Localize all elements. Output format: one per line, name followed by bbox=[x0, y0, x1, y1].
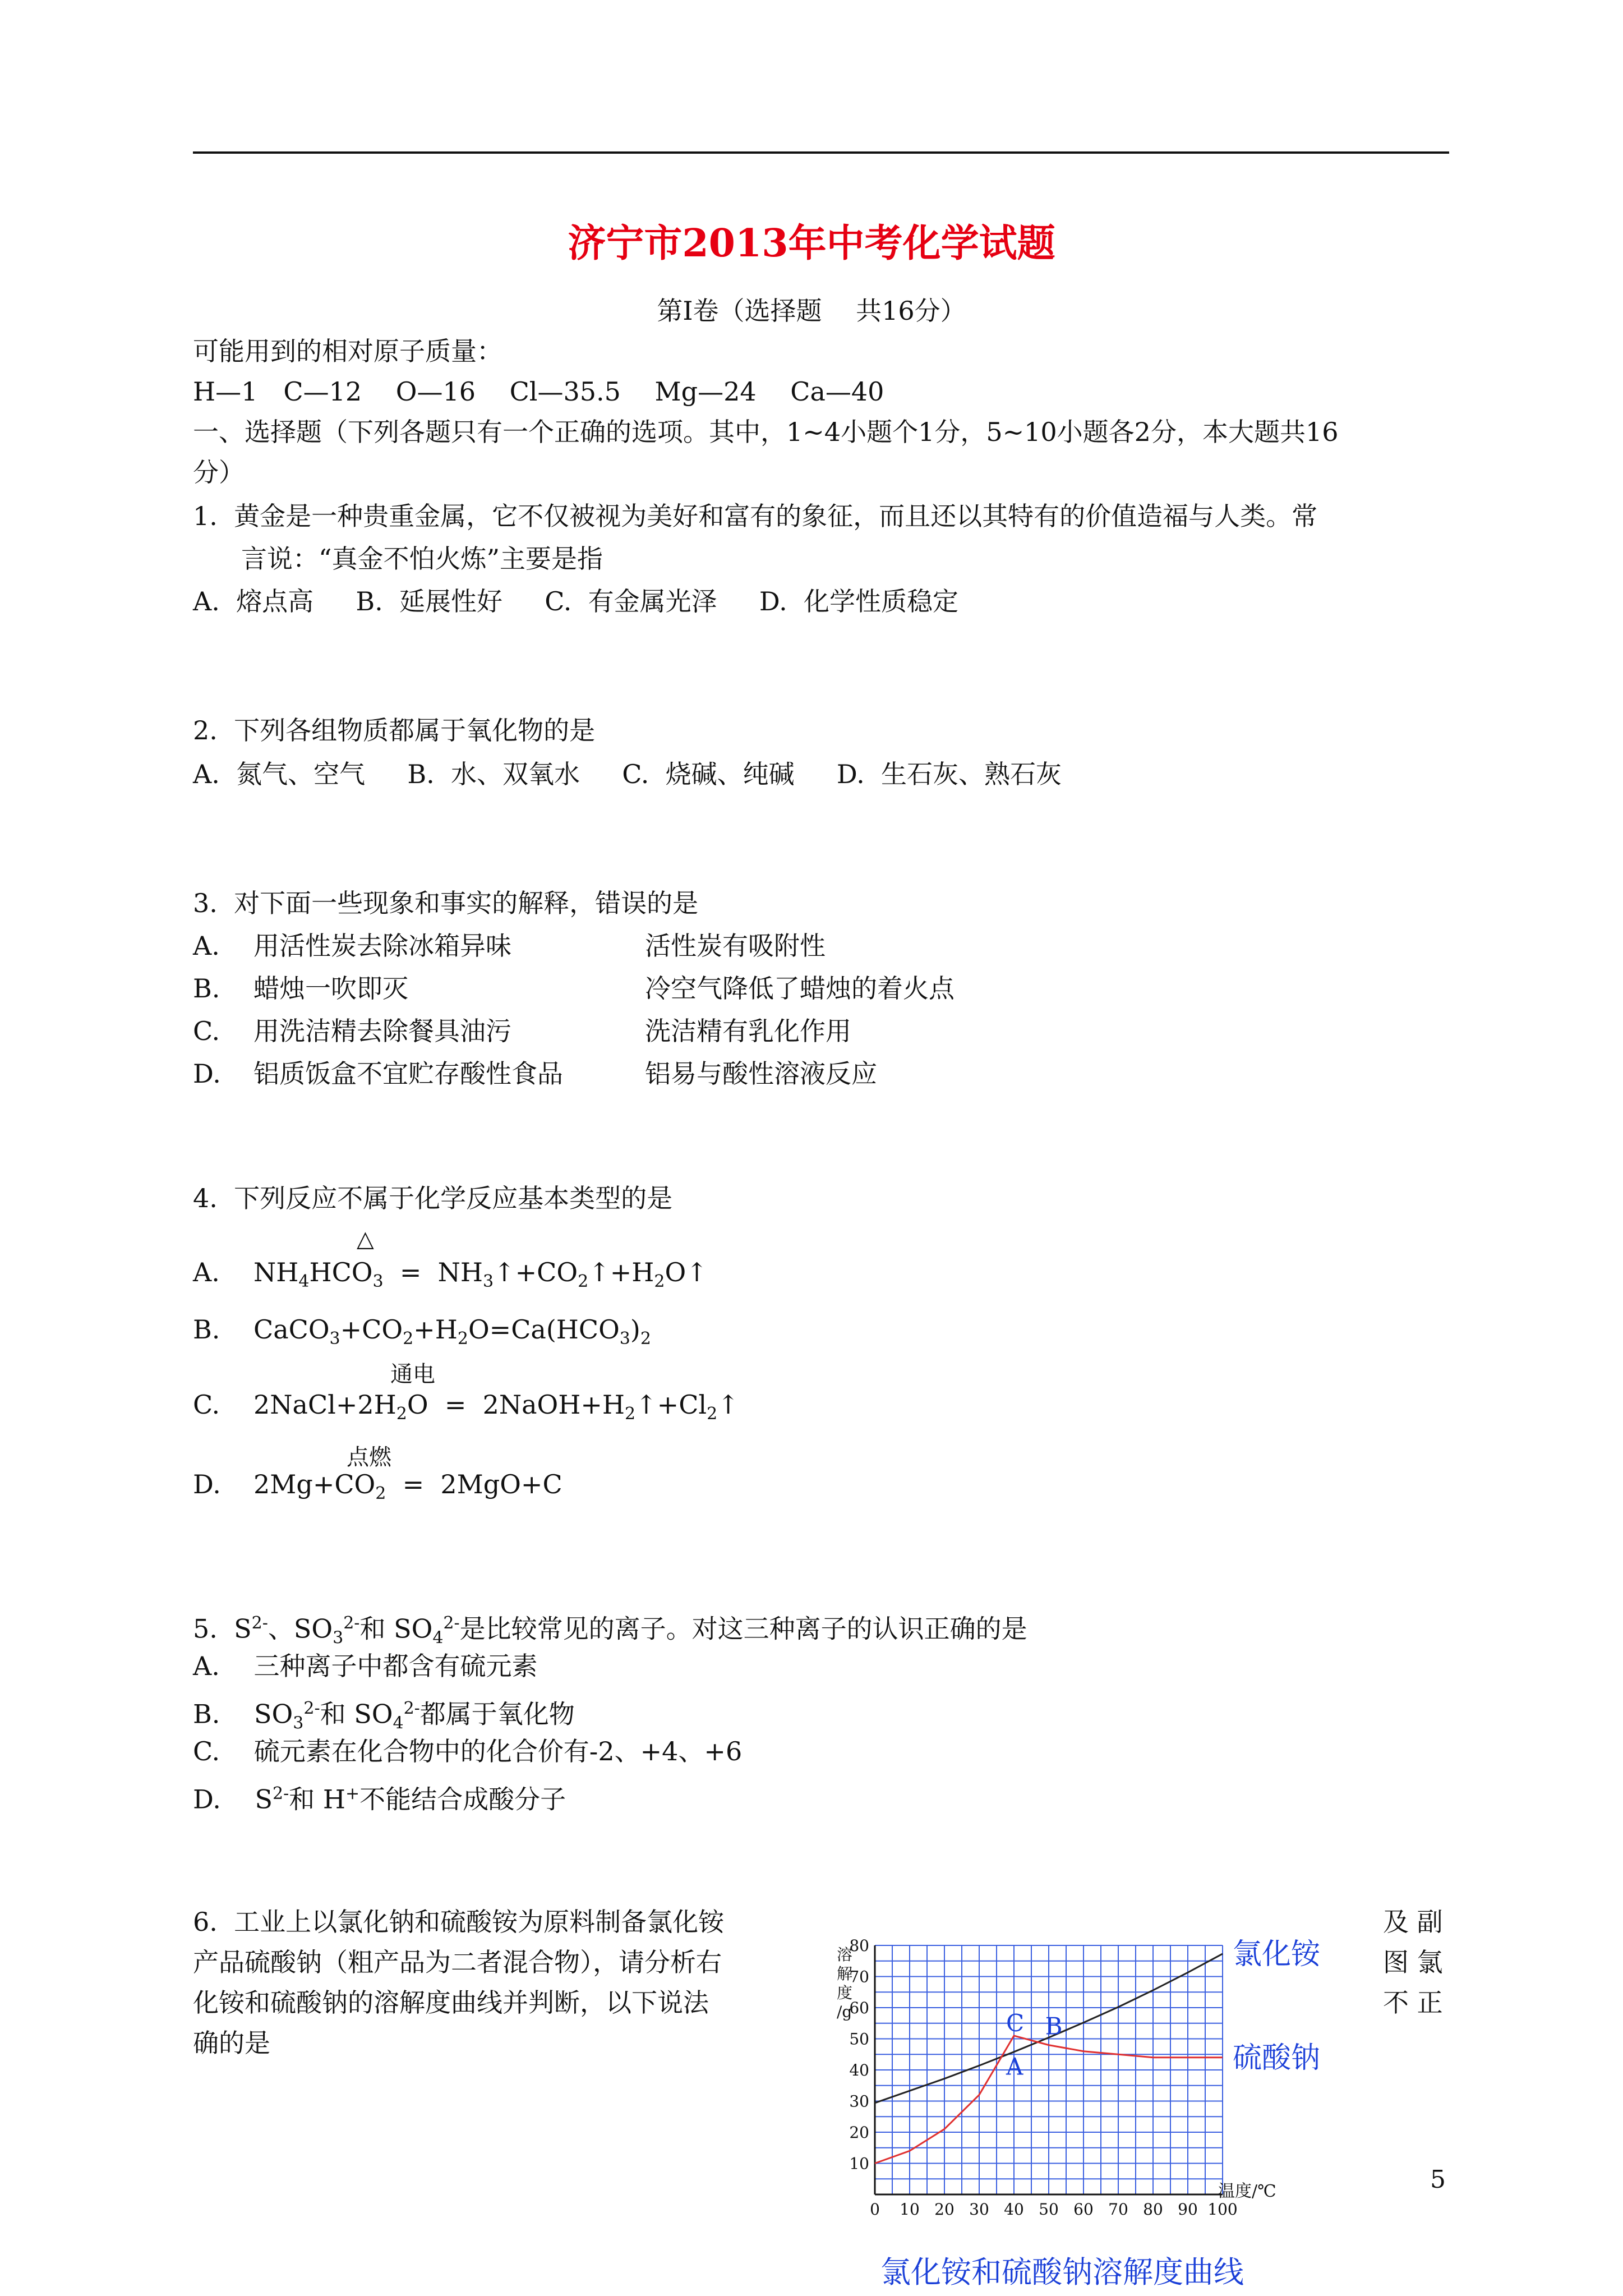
q5-option-d-text: 不能结合成酸分子 bbox=[359, 1784, 566, 1815]
q4-letter-b: B. bbox=[193, 1314, 220, 1345]
y-tick-label: 20 bbox=[849, 2123, 869, 2142]
q5-option-b: B. $SO_3^{2-}$和 $SO_4^{2-}$都属于氧化物 bbox=[193, 1699, 575, 1733]
q3-letter-c: C. bbox=[193, 1016, 220, 1046]
x-axis-label: 温度/℃ bbox=[1218, 2182, 1276, 2201]
y-tick-label: 10 bbox=[849, 2154, 869, 2173]
q2-stem: 2. 下列各组物质都属于氧化物的是 bbox=[193, 715, 596, 746]
point-label: C bbox=[1006, 2009, 1025, 2037]
x-tick-label: 60 bbox=[1073, 2200, 1094, 2219]
y-tick-label: 60 bbox=[849, 1999, 869, 2017]
solubility-chart bbox=[824, 1934, 1321, 2248]
x-tick-label: 80 bbox=[1143, 2200, 1163, 2219]
point-label: B bbox=[1045, 2012, 1063, 2040]
q2-options: A. 氮气、空气 B. 水、双氧水 C. 烧碱、纯碱 D. 生石灰、熟石灰 bbox=[193, 759, 1062, 789]
q4-equation-a: $NH_4HCO_3$ = $NH_3↑+CO_2↑+H_2O↑$ bbox=[253, 1257, 708, 1292]
chart-caption: 氯化铵和硫酸钠溶解度曲线 bbox=[880, 2254, 1244, 2290]
q5-stem-text: 是比较常见的离子。对这三种离子的认识正确的是 bbox=[459, 1613, 1027, 1644]
x-tick-label: 50 bbox=[1039, 2200, 1059, 2219]
q6-line-3: 化铵和硫酸钠的溶解度曲线并判断，以下说法 bbox=[193, 1987, 709, 2018]
atomic-masses: H—1 C—12 O—16 Cl—35.5 Mg—24 Ca—40 bbox=[193, 376, 884, 407]
x-tick-label: 90 bbox=[1178, 2200, 1198, 2219]
y-tick-label: 30 bbox=[849, 2092, 869, 2111]
point-label: A bbox=[1006, 2053, 1023, 2081]
q6-line-4: 确的是 bbox=[193, 2028, 270, 2058]
q5-option-a: A. 三种离子中都含有硫元素 bbox=[193, 1651, 538, 1681]
q4-stem: 4. 下列反应不属于化学反应基本类型的是 bbox=[193, 1183, 673, 1213]
y-axis-label: 解 bbox=[837, 1964, 853, 1983]
chart-grid bbox=[875, 1945, 1223, 2194]
q4-c-condition: 通电 bbox=[390, 1361, 435, 1387]
q3-stem: 3. 对下面一些现象和事实的解释，错误的是 bbox=[193, 888, 699, 918]
y-tick-label: 80 bbox=[849, 1936, 869, 1955]
q3-letter-a: A. bbox=[193, 931, 220, 961]
page-number: 5 bbox=[1430, 2165, 1446, 2194]
q3-fact-c: 用洗洁精去除餐具油污 bbox=[253, 1016, 511, 1046]
q4-letter-d: D. bbox=[193, 1469, 221, 1499]
q5-option-b-text: 都属于氧化物 bbox=[419, 1699, 575, 1729]
q6-line-1: 6. 工业上以氯化钠和硫酸铵为原料制备氯化铵 bbox=[193, 1907, 725, 1937]
q4-equation-c: $2NaCl+2H_2O$ = $2NaOH+H_2↑+Cl_2↑$ bbox=[253, 1389, 739, 1424]
q4-equation-d: $2Mg+CO_2 = 2MgO+C$ bbox=[253, 1469, 562, 1504]
q5-option-d: D. $S^{2-}$和 H+不能结合成酸分子 bbox=[193, 1784, 566, 1815]
q3-reason-b: 冷空气降低了蜡烛的着火点 bbox=[645, 973, 955, 1004]
q1-options: A. 熔点高 B. 延展性好 C. 有金属光泽 D. 化学性质稳定 bbox=[193, 586, 959, 616]
q3-reason-a: 活性炭有吸附性 bbox=[645, 931, 826, 961]
q3-reason-d: 铝易与酸性溶液反应 bbox=[645, 1059, 877, 1089]
y-tick-label: 70 bbox=[849, 1967, 869, 1986]
q3-fact-a: 用活性炭去除冰箱异味 bbox=[253, 931, 511, 961]
q3-fact-b: 蜡烛一吹即灭 bbox=[253, 973, 408, 1004]
x-tick-label: 20 bbox=[934, 2200, 955, 2219]
q3-letter-d: D. bbox=[193, 1059, 221, 1089]
section-subtitle: 第Ⅰ卷（选择题 共16分） bbox=[657, 296, 966, 326]
x-tick-label: 40 bbox=[1004, 2200, 1024, 2219]
q5-stem: 5. $S^{2-}$、$SO_3^{2-}$和 $SO_4^{2-}$是比较常见的离子。对这三种离子的认识正确的是 bbox=[193, 1613, 1027, 1648]
q5-option-c: C. 硫元素在化合物中的化合价有-2、+4、+6 bbox=[193, 1736, 743, 1766]
y-tick-label: 40 bbox=[849, 2061, 869, 2079]
y-axis-label: 溶 bbox=[837, 1945, 853, 1964]
y-axis-label: 度 bbox=[837, 1984, 853, 2002]
q6-side-2: 图 氯 bbox=[1383, 1947, 1443, 1977]
series-label: 硫酸钠 bbox=[1233, 2041, 1321, 2075]
q6-side-3: 不 正 bbox=[1383, 1987, 1443, 2018]
q1-stem-line-2: 言说：“真金不怕火炼”主要是指 bbox=[241, 544, 603, 574]
q4-letter-a: A. bbox=[193, 1257, 220, 1287]
atomic-intro: 可能用到的相对原子质量： bbox=[193, 336, 502, 366]
x-tick-label: 30 bbox=[969, 2200, 989, 2219]
q4-d-condition: 点燃 bbox=[347, 1444, 391, 1470]
y-axis-label: /g bbox=[837, 2003, 852, 2021]
q1-stem-line-1: 1. 黄金是一种贵重金属，它不仅被视为美好和富有的象征，而且还以其特有的价值造福与人类。常 bbox=[193, 501, 1318, 531]
section-intro-line-1: 一、选择题（下列各题只有一个正确的选项。其中，1~4小题个1分，5~10小题各2分，本大题共16 bbox=[193, 417, 1339, 447]
x-tick-label: 0 bbox=[870, 2200, 880, 2219]
section-intro-line-2: 分） bbox=[193, 457, 245, 487]
q4-equation-b: $CaCO_3+CO_2+H_2O=Ca(HCO_3)_2$ bbox=[253, 1314, 651, 1349]
series-label: 氯化铵 bbox=[1233, 1937, 1321, 1971]
header-rule bbox=[193, 151, 1449, 154]
page-title: 济宁市2013年中考化学试题 bbox=[568, 221, 1055, 266]
q3-fact-d: 铝质饭盒不宜贮存酸性食品 bbox=[253, 1059, 563, 1089]
x-tick-label: 10 bbox=[900, 2200, 920, 2219]
q6-line-2: 产品硫酸钠（粗产品为二者混合物），请分析右 bbox=[193, 1947, 722, 1977]
y-tick-label: 50 bbox=[849, 2030, 869, 2049]
q4-a-condition: △ bbox=[357, 1226, 374, 1252]
q3-letter-b: B. bbox=[193, 973, 220, 1004]
q3-reason-c: 洗洁精有乳化作用 bbox=[645, 1016, 851, 1046]
q4-letter-c: C. bbox=[193, 1389, 220, 1420]
x-tick-label: 70 bbox=[1108, 2200, 1128, 2219]
x-tick-label: 100 bbox=[1207, 2200, 1238, 2219]
q6-side-1: 及 副 bbox=[1383, 1907, 1443, 1937]
